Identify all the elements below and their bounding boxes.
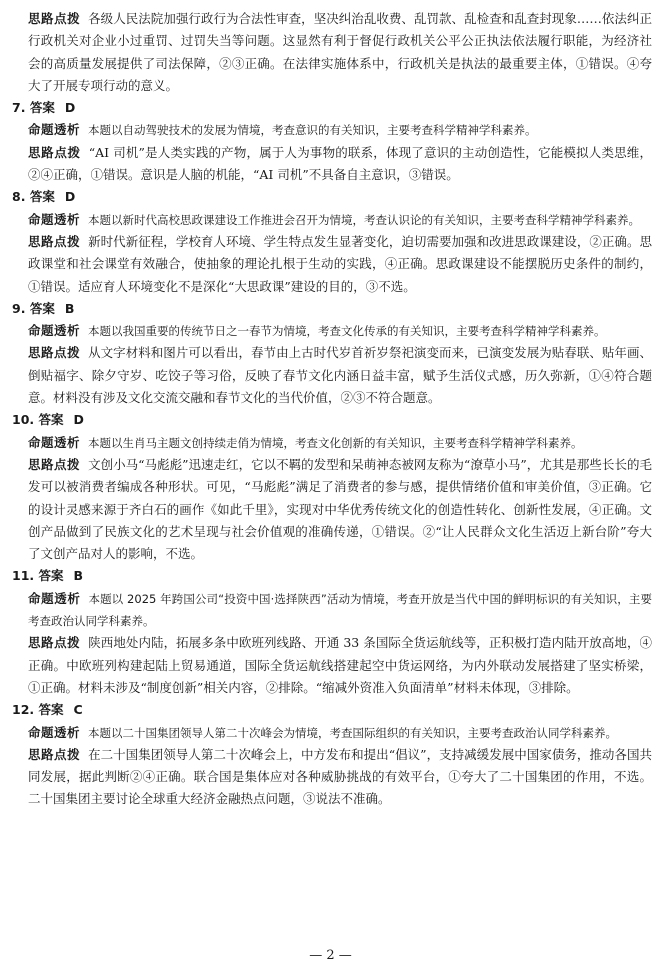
thinking-label: 思路点拨 [28,144,81,160]
answer-heading [12,298,652,320]
analysis-label: 命题透析 [28,323,81,339]
answer-label: 答案 [29,100,55,116]
answer-letter: B [64,300,75,316]
answer-label: 答案 [29,300,55,316]
analysis-paragraph [12,432,652,454]
answer-letter: B [73,568,84,584]
thinking-text: 从文字材料和图片可以看出，春节由上古时代岁首祈岁祭祀演变而来，已演变发展为贴春联、贴年画、倒贴福字、除夕守岁、吃饺子等习俗，反映了春节文化内涵日益丰富，赋予生活仪式感，历久弥新，①④符合题意。材料没有涉及文化交流交融和春节文化的当代价值，②③不符合题意。 [28,345,652,406]
thinking-label: 思路点拨 [28,345,81,361]
analysis-label: 命题透析 [28,211,81,227]
thinking-paragraph [12,142,652,187]
question-number: 9. [12,300,26,316]
answer-label: 答案 [29,189,55,205]
analysis-text: 本题以二十国集团领导人第二十次峰会为情境，考查国际组织的有关知识，主要考查政治认同学科素养。 [88,725,618,740]
thinking-paragraph [12,342,652,409]
answer-label: 答案 [38,568,64,584]
thinking-text: 新时代新征程，学校育人环境、学生特点发生显著变化，迫切需要加强和改进思政课建设，②正确。思政课堂和社会课堂有效融合，使抽象的理论扎根于生动的实践，④正确。思政课建设不能摆脱历史条件的制约，①错误。适应育人环境变化不是深化“大思政课”建设的目的，③不选。 [28,233,652,294]
answer-label: 答案 [38,412,64,428]
analysis-label: 命题透析 [28,122,81,138]
answer-letter: D [64,189,76,205]
analysis-text: 本题以自动驾驶技术的发展为情境，考查意识的有关知识，主要考查科学精神学科素养。 [88,123,537,138]
analysis-paragraph [12,320,652,342]
page-number: — 2 — [309,948,352,963]
answer-item-9 [12,298,652,409]
analysis-label: 命题透析 [28,434,81,450]
q6-thinking [12,8,652,97]
analysis-paragraph [12,209,652,231]
thinking-label: 思路点拨 [28,635,81,651]
answer-label: 答案 [38,702,64,718]
thinking-paragraph [12,231,652,298]
analysis-text: 本题以 2025 年跨国公司“投资中国·选择陕西”活动为情境，考查开放是当代中国的鲜明标识的有关知识，主要考查政治认同学科素养。 [28,591,652,629]
thinking-paragraph [12,632,652,699]
answer-heading [12,699,652,721]
answer-heading [12,565,652,587]
answer-item-10 [12,409,652,565]
answer-item-7 [12,97,652,186]
analysis-label: 命题透析 [28,590,81,606]
thinking-text: 文创小马“马彪彪”迅速走红，它以不羁的发型和呆萌神态被网友称为“潦草小马”，尤其是那些长长的毛发可以被消费者编成各种形状。可见，“马彪彪”满足了消费者的参与感，提供情绪价值和审美价值，③正确。它的设计灵感来源于齐白石的画作《如此千里》，实现对中华优秀传统文化的创造性转化、创新性发展，④正确。文创产品做到了民族文化的艺术呈现与社会价值观的准确传递，①错误。②“让人民群众文化生活迈上新台阶”夸大了文创产品对人的影响，不选。 [28,456,652,562]
answer-heading [12,186,652,208]
question-number: 7. [12,100,26,116]
answer-item-11 [12,565,652,699]
answer-item-8 [12,186,652,297]
analysis-paragraph [12,119,652,141]
thinking-text: “AI 司机”是人类实践的产物，属于人为事物的联系，体现了意识的主动创造性，它能模拟人类思维，②④正确，①错误。意识是人脑的机能，“AI 司机”不具备自主意识，③错误。 [28,144,652,183]
answer-letter: D [73,412,84,428]
thinking-label: 思路点拨 [28,11,81,26]
answer-heading [12,97,652,119]
answer-item-12 [12,699,652,810]
answer-letter: C [73,702,83,718]
thinking-text: 各级人民法院加强行政行为合法性审查，坚决纠治乱收费、乱罚款、乱检查和乱查封现象……依法纠正行政机关对企业小过重罚、过罚失当等问题。这显然有利于督促行政机关公平公正执法依法履行职能，为经济社会的高质量发展提供了司法保障，②③正确。在法律实施体系中，行政机关是执法的最重要主体，①错误。④夸大了开展专项行动的意义。 [28,11,652,93]
answer-page [12,8,652,811]
analysis-text: 本题以我国重要的传统节日之一春节为情境，考查文化传承的有关知识，主要考查科学精神学科素养。 [88,324,606,339]
analysis-label: 命题透析 [28,724,81,740]
thinking-label: 思路点拨 [28,456,81,472]
analysis-text: 本题以新时代高校思政课建设工作推进会召开为情境，考查认识论的有关知识，主要考查科学精神学科素养。 [88,212,641,227]
question-number: 10. [12,412,35,428]
thinking-paragraph [12,454,652,565]
thinking-label: 思路点拨 [28,233,81,249]
question-number: 11. [12,568,35,584]
thinking-label: 思路点拨 [28,746,81,762]
analysis-paragraph [12,722,652,744]
thinking-text: 陕西地处内陆，拓展多条中欧班列线路、开通 33 条国际全货运航线等，正积极打造内陆开放高地，④正确。中欧班列构建起陆上贸易通道，国际全货运航线搭建起空中货运网络，为内外联动发展搭建了坚实桥梁，①正确。材料未涉及“制度创新”相关内容，②排除。“缩减外资准入负面清单”材料未体现，③排除。 [28,635,652,695]
thinking-paragraph [12,744,652,811]
question-number: 12. [12,702,35,718]
thinking-text: 在二十国集团领导人第二十次峰会上，中方发布和提出“倡议”，支持减缓发展中国家债务，推动各国共同发展，据此判断②④正确。联合国是集体应对各种威胁挑战的有效平台，①夸大了二十国集团的作用，不选。二十国集团主要讨论全球重大经济金融热点问题，③说法不准确。 [28,746,652,807]
analysis-paragraph [12,588,652,633]
answer-heading [12,409,652,431]
analysis-text: 本题以生肖马主题文创持续走俏为情境，考查文化创新的有关知识，主要考查科学精神学科素养。 [88,435,583,450]
question-number: 8. [12,189,26,205]
answer-letter: D [64,100,76,116]
